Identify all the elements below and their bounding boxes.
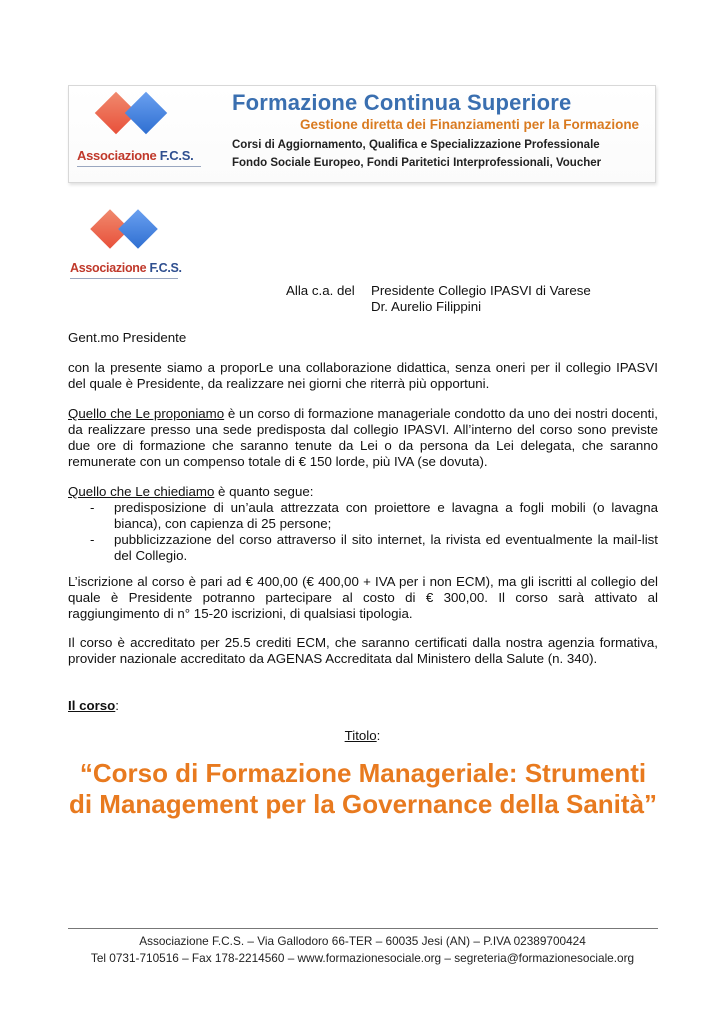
- title-label: Titolo: [344, 728, 377, 743]
- proposal-label: Quello che Le proponiamo: [68, 406, 225, 421]
- list-item: [90, 532, 658, 564]
- bullet-text: pubblicizzazione del corso attraverso il sito internet, la rivista ed eventualmente la mail-list del Collegio.: [114, 532, 658, 563]
- course-label: Il corso: [68, 698, 116, 713]
- footer-divider: [68, 928, 658, 929]
- addressee-line-1: Presidente Collegio IPASVI di Varese: [371, 283, 591, 298]
- logo-text-prefix: Associazione: [77, 148, 160, 163]
- bullet-text: predisposizione di un’aula attrezzata con proiettore e lavagna a fogli mobili (o lavagna bianca), con capienza di 25 persone;: [114, 500, 658, 531]
- logo-blue-diamond: [125, 92, 167, 134]
- fee-paragraph: L’iscrizione al corso è pari ad € 400,00 (€ 400,00 + IVA per i non ECM), ma gli iscritti al collegio del quale è Presidente potranno partecipare al costo di € 300,00. Il corso sarà attivato al raggiungimento di n° 15-20 iscrizioni, di qualsiasi tipologia.: [68, 574, 658, 621]
- title-heading: [0, 728, 725, 744]
- banner-subtitle: Gestione diretta dei Finanziamenti per la Formazione: [300, 117, 640, 132]
- logo-text: [77, 148, 193, 163]
- proposal-paragraph: [68, 406, 658, 470]
- banner-line-2: Fondo Sociale Europeo, Fondi Paritetici Interprofessionali, Voucher: [232, 157, 602, 169]
- logo-underline: [70, 278, 178, 279]
- logo-text-prefix: Associazione: [70, 261, 150, 275]
- logo-text: [70, 261, 182, 275]
- list-item: [90, 500, 658, 532]
- proposal-text: è un corso di formazione manageriale condotto da uno dei nostri docenti, da realizzare presso una sede predisposta dal collegio IPASVI. All’interno del corso sono previste due ore di formazione che saranno tenute da Lei o da persona da Lei delegata, che saranno remunerate con un compenso totale di € 150 lorde, più IVA (se dovuta).: [68, 406, 658, 469]
- intro-paragraph: con la presente siamo a proporLe una collaborazione didattica, senza oneri per il collegio IPASVI del quale è Presidente, da realizzare nei giorni che riterrà più opportuni.: [68, 360, 658, 391]
- fcs-logo-secondary: [68, 205, 183, 285]
- fcs-logo: [75, 90, 205, 170]
- request-text: è quanto segue:: [214, 484, 314, 499]
- salutation: Gent.mo Presidente: [68, 330, 187, 345]
- bullet-list: [90, 500, 658, 564]
- header-banner: [68, 85, 656, 183]
- course-heading: [68, 698, 119, 714]
- logo-text-main: F.C.S.: [149, 261, 182, 275]
- logo-underline: [77, 166, 201, 167]
- request-paragraph: [68, 484, 658, 500]
- addressee-label: Alla c.a. del: [286, 283, 355, 298]
- course-title: “Corso di Formazione Manageriale: Strumenti di Management per la Governance della Sanità”: [68, 758, 658, 819]
- addressee-line-2: Dr. Aurelio Filippini: [371, 299, 482, 314]
- ecm-paragraph: Il corso è accreditato per 25.5 crediti ECM, che saranno certificati dalla nostra agenzia formativa, provider nazionale accreditato da AGENAS Accreditata dal Ministero della Salute (n. 340).: [68, 635, 658, 666]
- bullet-dash: -: [90, 500, 95, 515]
- logo-text-main: F.C.S.: [159, 148, 194, 163]
- banner-title: Formazione Continua Superiore: [232, 90, 572, 115]
- course-colon: :: [115, 698, 119, 713]
- footer-contacts: Tel 0731-710516 – Fax 178-2214560 – www.formazionesociale.org – segreteria@formazionesociale.org: [90, 951, 635, 965]
- bullet-dash: -: [90, 532, 95, 547]
- footer-address: Associazione F.C.S. – Via Gallodoro 66-TER – 60035 Jesi (AN) – P.IVA 02389700424: [139, 934, 586, 948]
- banner-line-1: Corsi di Aggiornamento, Qualifica e Specializzazione Professionale: [232, 139, 600, 151]
- title-colon: :: [376, 728, 381, 743]
- request-label: Quello che Le chiediamo: [68, 484, 215, 499]
- logo-blue-diamond: [118, 209, 158, 249]
